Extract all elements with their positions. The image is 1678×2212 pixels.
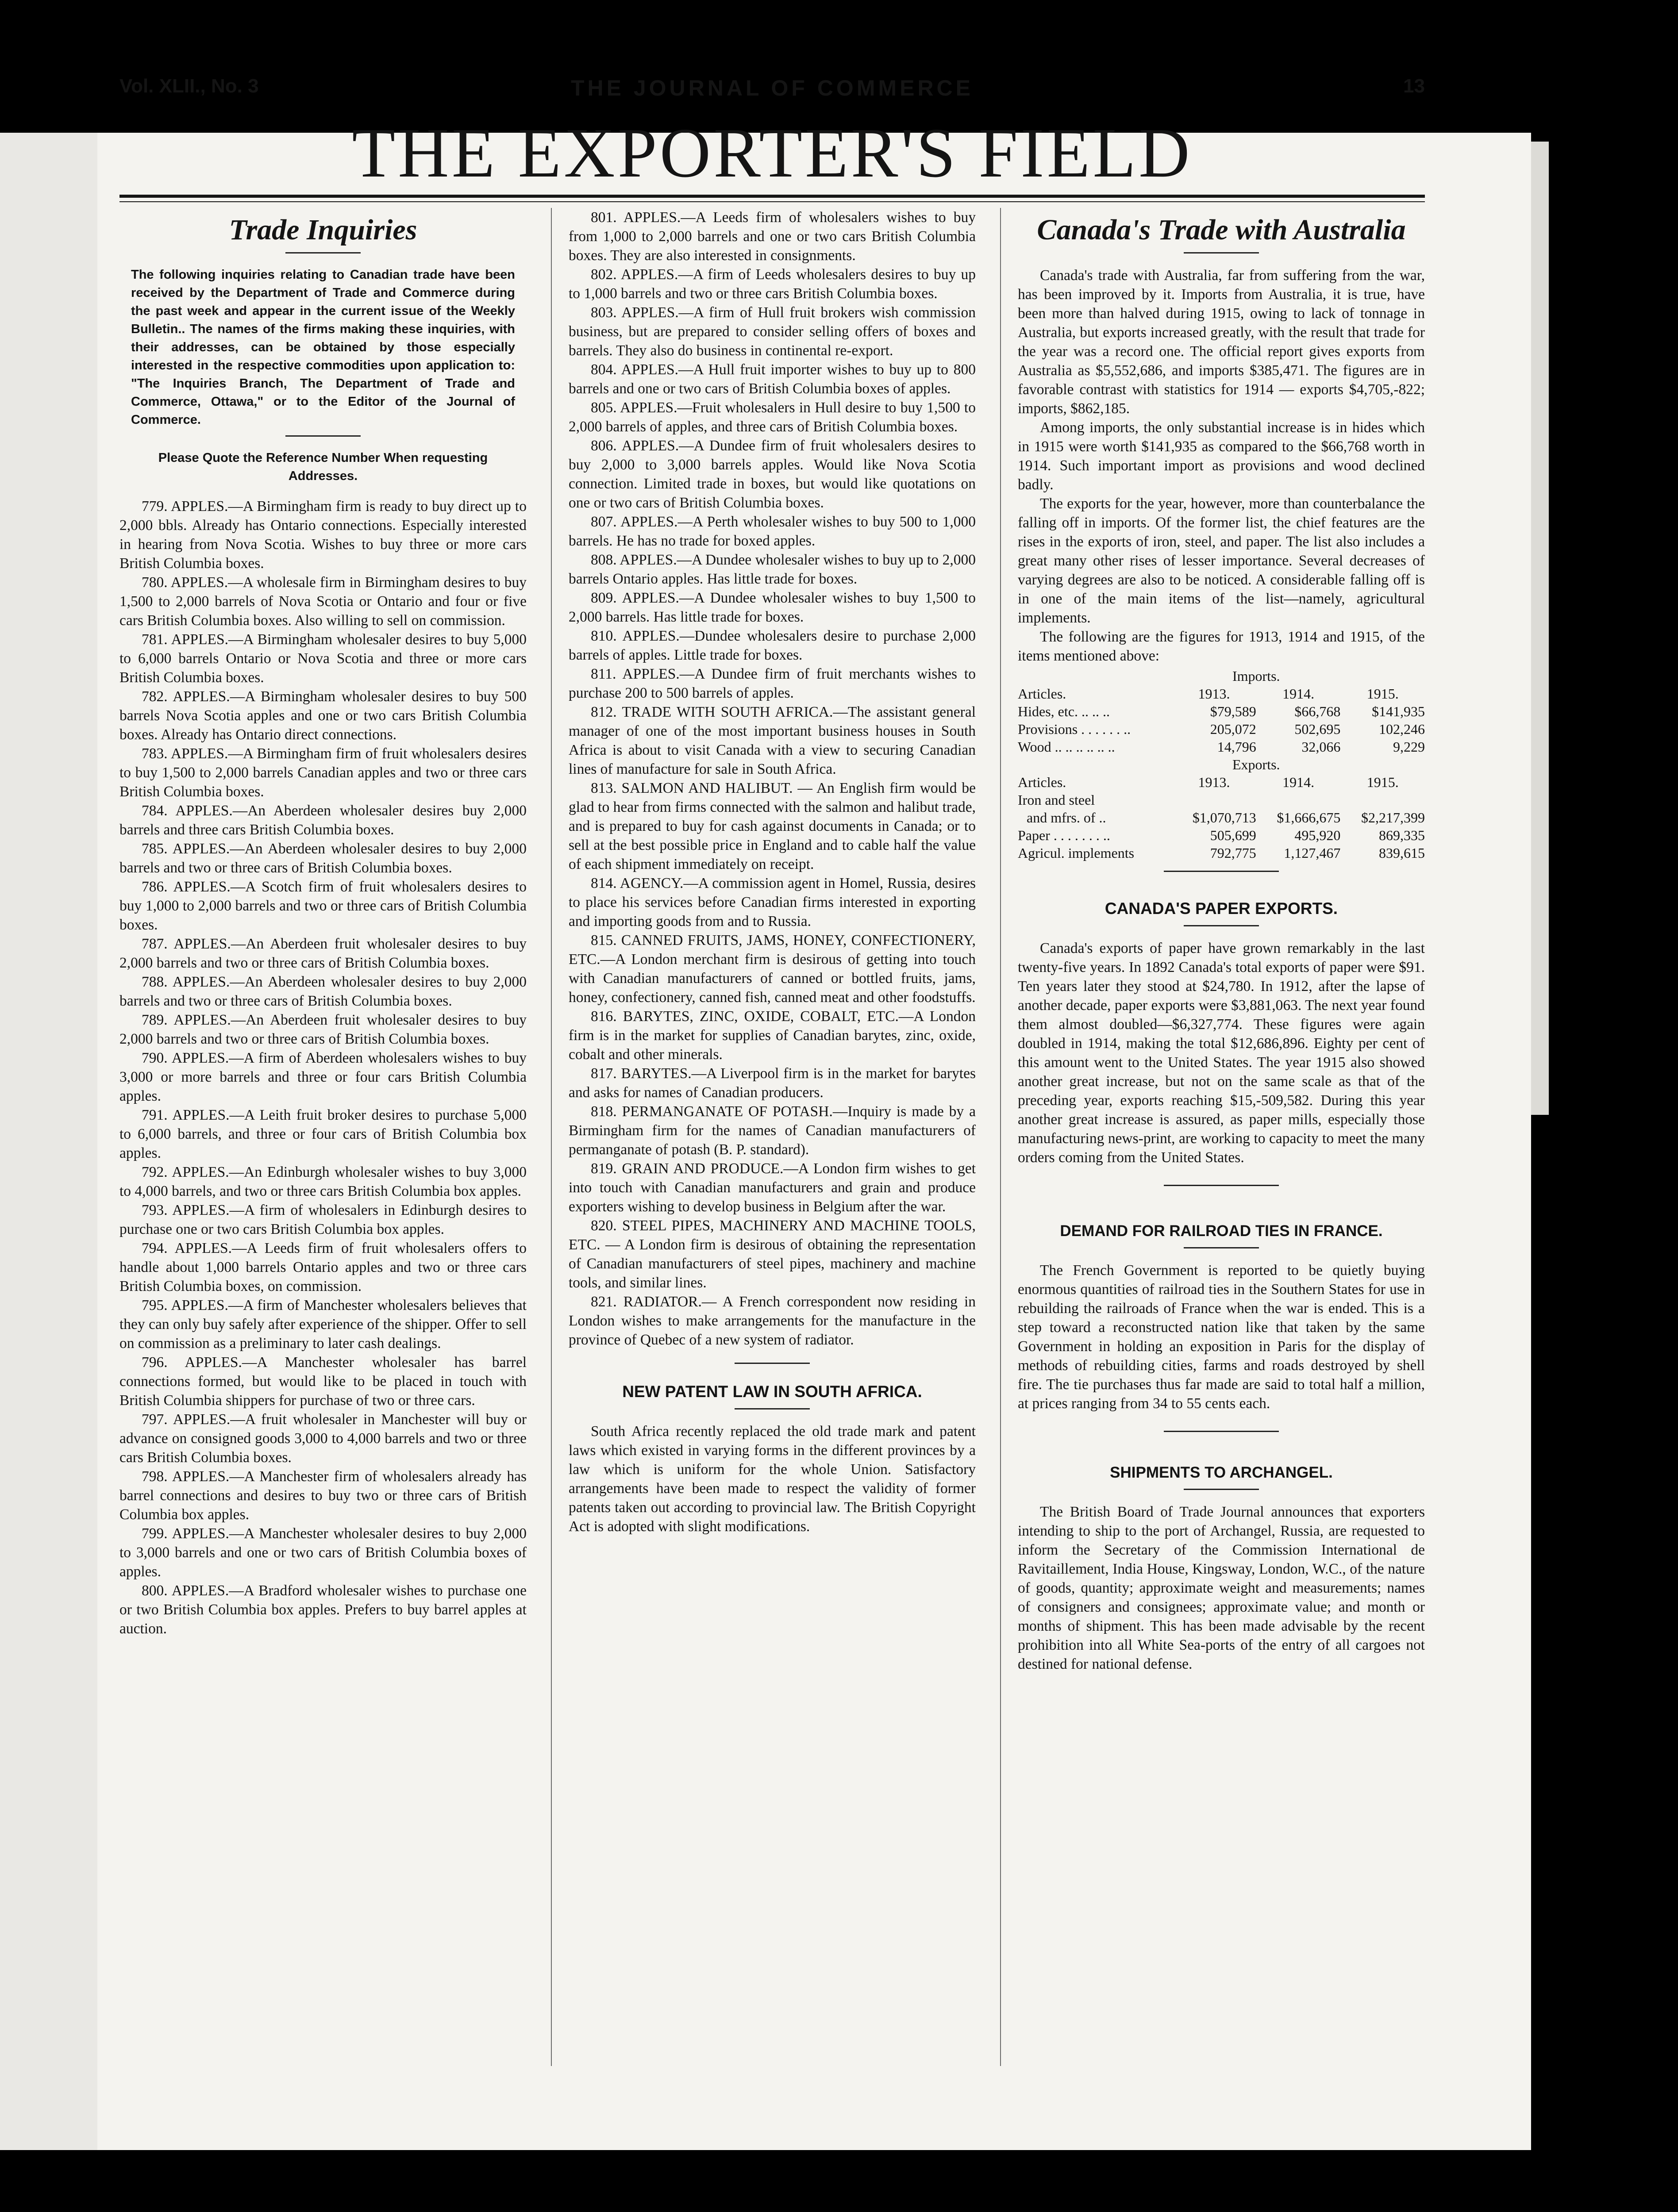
journal-title: THE JOURNAL OF COMMERCE xyxy=(570,76,974,100)
inquiry-item: 792. APPLES.—An Edinburgh wholesaler wishes to buy 3,000 to 4,000 barrels, and two or three cars British Columbia box apples. xyxy=(119,1164,527,1199)
reference-notice: Please Quote the Reference Number When requesting Addresses. xyxy=(158,451,488,483)
articles-header: Articles. xyxy=(1018,686,1066,702)
year-header: 1913. xyxy=(1198,686,1230,702)
trade-inquiries-title: Trade Inquiries xyxy=(229,214,417,246)
table-row: Provisions . . . . . . .. 205,072 502,695 102,246 xyxy=(1018,721,1425,737)
page-edge-shadow xyxy=(1531,142,1549,1115)
inquiry-item: 802. APPLES.—A firm of Leeds wholesalers desires to buy up to 1,000 barrels and two or three cars British Columbia boxes. xyxy=(569,266,976,302)
inquiry-item: 819. GRAIN AND PRODUCE.—A London firm wishes to get into touch with Canadian manufacturers and grain and produce exporters wishing to develop business in Belgium after the war. xyxy=(569,1160,976,1215)
section-rule xyxy=(735,1363,810,1364)
masthead: THE EXPORTER'S FIELD xyxy=(352,113,1193,192)
table-row: Paper . . . . . . . .. 505,699 495,920 869,335 xyxy=(1018,827,1425,843)
australia-paragraph: The following are the figures for 1913, 1914 and 1915, of the items mentioned above: xyxy=(1018,629,1425,664)
inquiry-item: 791. APPLES.—A Leith fruit broker desires to purchase 5,000 to 6,000 barrels, and three or four cars of British Columbia box apples. xyxy=(119,1107,527,1161)
inquiry-item: 801. APPLES.—A Leeds firm of wholesalers wishes to buy from 1,000 to 2,000 barrels and one or two cars British Columbia boxes. They are also interested in consignments. xyxy=(569,209,976,264)
inquiry-item: 779. APPLES.—A Birmingham firm is ready to buy direct up to 2,000 bbls. Already has Ontario connections. Especially interested in hearing from Nova Scotia. Wishes to buy three or more cars British Columbia boxes. xyxy=(119,498,527,572)
inquiry-item: 803. APPLES.—A firm of Hull fruit brokers wish commission business, but are prepared to consider selling offers of boxes and barrels. They also do business in continental re-export. xyxy=(569,304,976,359)
exports-item-line: Iron and steel xyxy=(1018,792,1095,808)
exports-caption: Exports. xyxy=(1232,757,1280,772)
inquiry-item: 797. APPLES.—A fruit wholesaler in Manchester will buy or advance on consigned goods 3,000 to 4,000 barrels and two or three cars British Columbia boxes. xyxy=(119,1411,527,1466)
volume-number: Vol. XLII., No. 3 xyxy=(119,75,259,97)
column-1 xyxy=(119,208,527,1638)
inquiry-item: 816. BARYTES, ZINC, OXIDE, COBALT, ETC.—A London firm is in the market for supplies of Canadian barytes, zinc, oxide, cobalt and other minerals. xyxy=(569,1008,976,1063)
masthead-rule xyxy=(119,195,1425,198)
column-3 xyxy=(1018,208,1425,1674)
inquiry-item: 814. AGENCY.—A commission agent in Homel, Russia, desires to place his services before Canadian firms interested in exporting and importing goods from and to Russia. xyxy=(569,875,976,929)
inquiry-item: 795. APPLES.—A firm of Manchester wholesalers believes that they can only buy safely after experience of the shipper. Offer to sell on commission as a preliminary to later cash dealings. xyxy=(119,1297,527,1352)
australia-title: Canada's Trade with Australia xyxy=(1037,214,1406,246)
year-header: 1914. xyxy=(1282,686,1315,702)
table-row: Hides, etc. .. .. .. $79,589 $66,768 $141,935 xyxy=(1018,703,1425,719)
inquiry-item: 798. APPLES.—A Manchester firm of wholesalers already has barrel connections and desires to buy two or three cars of British Columbia box apples. xyxy=(119,1468,527,1523)
masthead-rule-thin xyxy=(119,201,1425,202)
imports-caption: Imports. xyxy=(1232,668,1280,684)
inquiry-item: 812. TRADE WITH SOUTH AFRICA.—The assistant general manager of one of the most important business houses in South Africa is about to visit Canada with a view to securing Canadian lines of manufacture for sale in South Africa. xyxy=(569,704,976,777)
trade-figures-table xyxy=(1018,667,1425,862)
inquiry-item: 818. PERMANGANATE OF POTASH.—Inquiry is made by a Birmingham firm for the names of Canadian manufacturers of permanganate of potash (B. P. standard). xyxy=(569,1103,976,1158)
year-header: 1915. xyxy=(1366,774,1399,790)
inquiry-item: 790. APPLES.—A firm of Aberdeen wholesalers wishes to buy 3,000 or more barrels and three or four cars British Columbia apples. xyxy=(119,1050,527,1104)
year-header: 1913. xyxy=(1198,774,1230,790)
inquiry-item: 808. APPLES.—A Dundee wholesaler wishes to buy up to 2,000 barrels Ontario apples. Has little trade for boxes. xyxy=(569,552,976,587)
railroad-ties-body: The French Government is reported to be quietly buying enormous quantities of railroad ties in the Southern States for use in rebuilding the railroads of France when the war is ended. This is a step toward a reconstructed nation like that taken by the same Government in holding an exposition in Paris for the display of methods of rebuilding cities, farms and roads destroyed by shell fire. The tie purchases thus far made are said to total half a million, at prices ranging from 34 to 55 cents each. xyxy=(1018,1262,1425,1412)
inquiry-item: 793. APPLES.—A firm of wholesalers in Edinburgh desires to purchase one or two cars British Columbia box apples. xyxy=(119,1202,527,1237)
title-rule xyxy=(1184,252,1259,253)
title-rule xyxy=(735,1408,810,1409)
column-divider xyxy=(1000,208,1001,2066)
inquiry-item: 809. APPLES.—A Dundee wholesaler wishes to buy 1,500 to 2,000 barrels. Has little trade for boxes. xyxy=(569,590,976,625)
title-rule xyxy=(285,252,361,253)
inquiry-item: 815. CANNED FRUITS, JAMS, HONEY, CONFECTIONERY, ETC.—A London merchant firm is desirous of getting into touch with Canadian manufacturers of canned or bottled fruits, jams, honey, confectionery, canned fish, canned meat and other foodstuffs. xyxy=(569,932,976,1006)
table-row: Agricul. implements 792,775 1,127,467 839,615 xyxy=(1018,845,1425,861)
inquiry-item: 806. APPLES.—A Dundee firm of fruit wholesalers desires to buy 2,000 to 3,000 barrels apples. Would like Nova Scotia connection. Limited trade in boxes, but would like quotations on one or two cars of British Columbia boxes. xyxy=(569,438,976,511)
inquiry-item: 794. APPLES.—A Leeds firm of fruit wholesalers offers to handle about 1,000 barrels Ontario apples and two or three cars British Columbia boxes, on commission. xyxy=(119,1240,527,1294)
inquiry-item: 780. APPLES.—A wholesale firm in Birmingham desires to buy 1,500 to 2,000 barrels of Nova Scotia or Ontario and four or five cars British Columbia boxes. Also willing to sell on commission. xyxy=(119,574,527,629)
inquiry-item: 804. APPLES.—A Hull fruit importer wishes to buy up to 800 barrels and one or two cars of British Columbia boxes of apples. xyxy=(569,361,976,397)
railroad-ties-title: DEMAND FOR RAILROAD TIES IN FRANCE. xyxy=(1060,1222,1383,1240)
title-rule xyxy=(1184,1489,1259,1490)
inquiry-item: 817. BARYTES.—A Liverpool firm is in the market for barytes and asks for names of Canadian producers. xyxy=(569,1065,976,1101)
inquiry-item: 800. APPLES.—A Bradford wholesaler wishes to purchase one or two British Columbia box apples. Prefers to buy barrel apples at auction. xyxy=(119,1582,527,1637)
column-2 xyxy=(569,208,976,1536)
inquiry-item: 788. APPLES.—An Aberdeen wholesaler desires to buy 2,000 barrels and two or three cars of British Columbia boxes. xyxy=(119,974,527,1009)
title-rule xyxy=(1184,925,1259,926)
australia-paragraph: Among imports, the only substantial increase is in hides which in 1915 were worth $141,935 as compared to the $66,768 worth in 1914. Such important import as provisions and wood declined badly. xyxy=(1018,419,1425,493)
inquiry-item: 813. SALMON AND HALIBUT. — An English firm would be glad to hear from firms connected with the salmon and halibut trade, and is prepared to buy for cash against documents in Canada; or to sell at the best possible price in England and to cable half the value of each shipment immediately on receipt. xyxy=(569,780,976,872)
section-rule xyxy=(1164,1431,1279,1432)
table-row: and mfrs. of .. $1,070,713 $1,666,675 $2,217,399 xyxy=(1027,810,1425,826)
inquiry-item: 821. RADIATOR.— A French correspondent now residing in London wishes to make arrangements for the manufacture in the province of Quebec of a new system of radiator. xyxy=(569,1294,976,1348)
facing-page-strip xyxy=(0,133,102,2150)
section-rule xyxy=(1164,871,1279,872)
inquiry-item: 782. APPLES.—A Birmingham wholesaler desires to buy 500 barrels Nova Scotia apples and one or two cars British Columbia boxes. Already has Ontario direct connections. xyxy=(119,688,527,743)
column-divider xyxy=(551,208,552,2066)
articles-header: Articles. xyxy=(1018,774,1066,790)
inquiry-item: 799. APPLES.—A Manchester wholesaler desires to buy 2,000 to 3,000 barrels and one or two cars of British Columbia boxes of apples. xyxy=(119,1525,527,1580)
inquiry-item: 786. APPLES.—A Scotch firm of fruit wholesalers desires to buy 1,000 to 2,000 barrels and two or three cars of British Columbia boxes. xyxy=(119,879,527,933)
inquiry-item: 796. APPLES.—A Manchester wholesaler has barrel connections formed, but would like to be placed in touch with British Columbia shippers for purchase of two or three cars. xyxy=(119,1354,527,1409)
archangel-body: The British Board of Trade Journal announces that exporters intending to ship to the port of Archangel, Russia, are requested to inform the Secretary of the Commission International de Ravitaillement, India House, Kingsway, London, W.C., of the nature of goods, quantity; approximate weight and measurements; names of consigners and consignees; approximate value; and month or months of shipment. This has been made advisable by the recent prohibition into all White Sea-ports of the entry of all cargoes not destined for national defense. xyxy=(1018,1504,1425,1672)
inquiry-item: 785. APPLES.—An Aberdeen wholesaler desires to buy 2,000 barrels and two or three cars of British Columbia boxes. xyxy=(119,841,527,876)
inquiry-item: 807. APPLES.—A Perth wholesaler wishes to buy 500 to 1,000 barrels. He has no trade for boxed apples. xyxy=(569,514,976,549)
australia-paragraph: The exports for the year, however, more than counterbalance the falling off in imports. Of the former list, the chief features are the rises in the exports of iron, steel, and paper. The list also includes a great many other rises of lesser importance. Several decreases of varying degrees are also to be noticed. A considerable falling off is in one of the main items of the list—namely, agricultural implements. xyxy=(1018,495,1425,626)
patent-law-body: South Africa recently replaced the old trade mark and patent laws which existed in varying forms in the different provinces by a law which is uniform for the whole Union. Satisfactory arrangements have been made to respect the validity of former patents taken out according to provincial law. The British Copyright Act is adopted with slight modifications. xyxy=(569,1423,976,1535)
page-header xyxy=(119,75,1425,102)
paper-exports-body: Canada's exports of paper have grown remarkably in the last twenty-five years. In 1892 Canada's total exports of paper were $91. Ten years later they stood at $24,780. In 1912, after the lapse of another decade, paper exports were $3,881,063. The next year found them almost doubled—$6,327,774. These figures were again doubled in 1914, making the total $12,686,896. Eighty per cent of this amount went to the United States. The year 1915 also showed another great increase, but not on the same scale as that of the preceding year, exports reaching $15,-509,582. During this year another great increase is assured, as paper mills, especially those manufacturing news-print, are working to capacity to meet the many orders coming from the United States. xyxy=(1018,940,1425,1166)
inquiry-item: 787. APPLES.—An Aberdeen fruit wholesaler desires to buy 2,000 barrels and two or three cars of British Columbia boxes. xyxy=(119,936,527,971)
archangel-title: SHIPMENTS TO ARCHANGEL. xyxy=(1110,1464,1333,1481)
australia-paragraph: Canada's trade with Australia, far from suffering from the war, has been improved by it. Imports from Australia, it is true, have been more than halved during 1915, owing to lack of tonnage in Australia, but exports increased greatly, with the result that trade for the year was a record one. The official report gives exports from Australia as $5,552,686, and imports $385,471. The figures are in favorable contrast with statistics for 1914 — exports $4,705,-822; imports, $862,185. xyxy=(1018,267,1425,417)
intro-rule xyxy=(285,435,361,437)
year-header: 1914. xyxy=(1282,774,1315,790)
patent-law-title: NEW PATENT LAW IN SOUTH AFRICA. xyxy=(622,1382,922,1401)
inquiry-item: 810. APPLES.—Dundee wholesalers desire to purchase 2,000 barrels of apples. Little trade for boxes. xyxy=(569,628,976,663)
inquiry-item: 781. APPLES.—A Birmingham wholesaler desires to buy 5,000 to 6,000 barrels Ontario or Nova Scotia and three or more cars British Columbia boxes. xyxy=(119,631,527,686)
table-row: Wood .. .. .. .. .. .. 14,796 32,066 9,229 xyxy=(1018,739,1425,755)
trade-inquiries-intro: The following inquiries relating to Canadian trade have been received by the Department of Trade and Commerce during the past week and appear in the current issue of the Weekly Bulletin.. The names of the firms making these inquiries, with their addresses, can be obtained by those especially interested in the respective commodities upon application to: "The Inquiries Branch, The Department of Trade and Commerce, Ottawa," or to the Editor of the Journal of Commerce. xyxy=(131,268,515,427)
paper-exports-title: CANADA'S PAPER EXPORTS. xyxy=(1105,899,1338,918)
inquiry-item: 789. APPLES.—An Aberdeen fruit wholesaler desires to buy 2,000 barrels and two or three cars of British Columbia boxes. xyxy=(119,1012,527,1047)
inquiry-item: 784. APPLES.—An Aberdeen wholesaler desires buy 2,000 barrels and three cars British Columbia boxes. xyxy=(119,803,527,838)
inquiry-item: 805. APPLES.—Fruit wholesalers in Hull desire to buy 1,500 to 2,000 barrels of apples, and three cars of British Columbia boxes. xyxy=(569,399,976,435)
page-number: 13 xyxy=(1403,75,1425,97)
inquiry-item: 783. APPLES.—A Birmingham firm of fruit wholesalers desires to buy 1,500 to 2,000 barrels Canadian apples and two or three cars British Columbia boxes. xyxy=(119,745,527,800)
section-rule xyxy=(1164,1185,1279,1186)
title-rule xyxy=(1184,1247,1259,1248)
inquiry-item: 811. APPLES.—A Dundee firm of fruit merchants wishes to purchase 200 to 500 barrels of apples. xyxy=(569,666,976,701)
inquiry-item: 820. STEEL PIPES, MACHINERY AND MACHINE TOOLS, ETC. — A London firm is desirous of obtaining the representation of Canadian manufacturers of steel pipes, machinery and machine tools, and similar lines. xyxy=(569,1217,976,1291)
year-header: 1915. xyxy=(1366,686,1399,702)
